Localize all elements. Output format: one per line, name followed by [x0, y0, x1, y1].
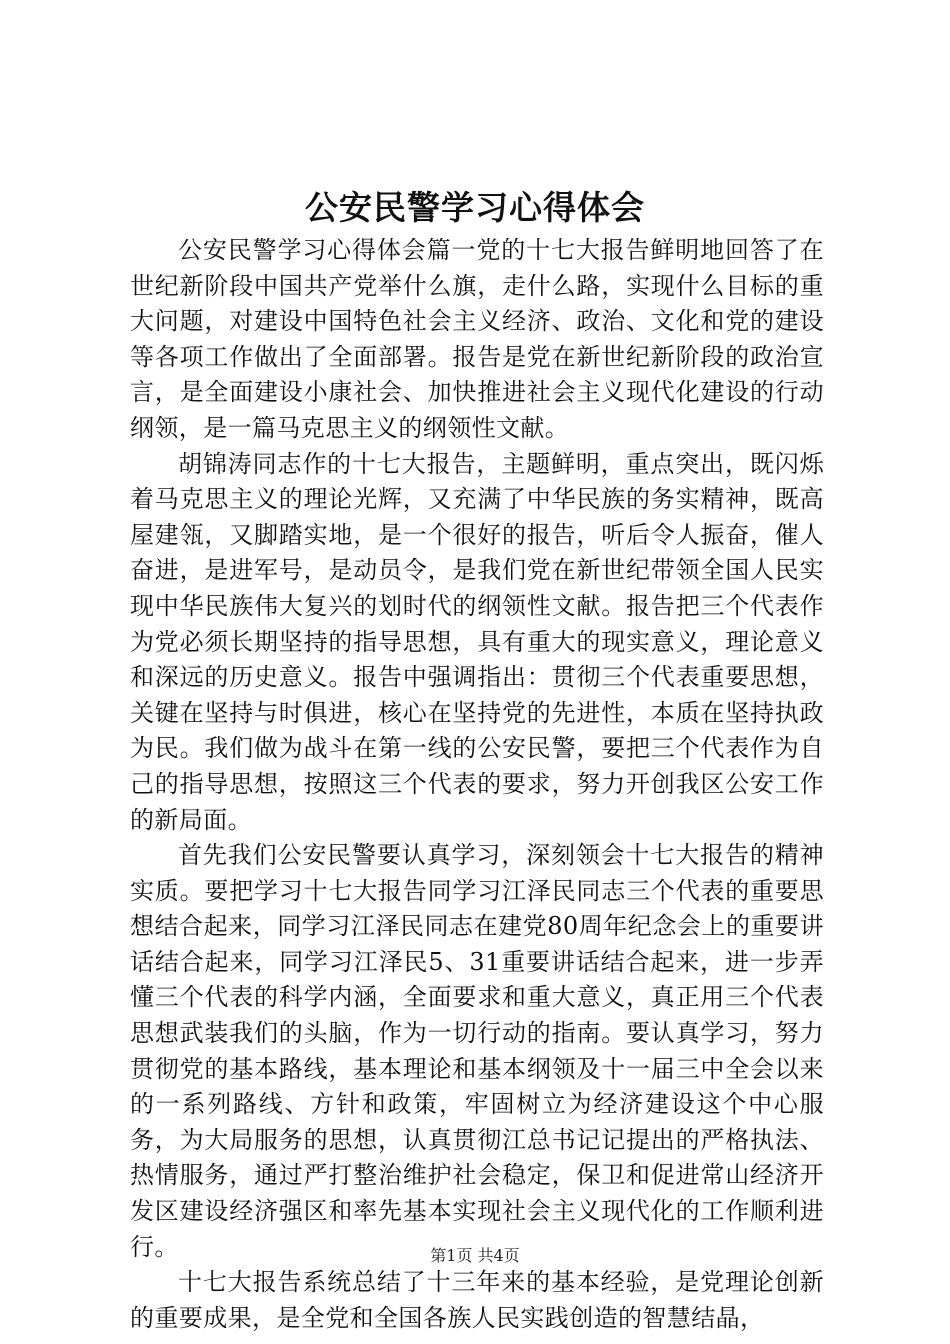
paragraph-4: 十七大报告系统总结了十三年来的基本经验，是党理论创新的重要成果，是全党和全国各族人民实践创造的智慧结晶，: [130, 1268, 824, 1332]
paragraph-3: 首先我们公安民警要认真学习，深刻领会十七大报告的精神实质。要把学习十七大报告同学习江泽民同志三个代表的重要思想结合起来，同学习江泽民同志在建党80周年纪念会上的重要讲话结合起来，同学习江泽民5、31重要讲话结合起来，进一步弄懂三个代表的科学内涵，全面要求和重大意义，真正用三个代表思想武装我们的头脑，作为一切行动的指南。要认真学习，努力贯彻党的基本路线，基本理论和基本纲领及十一届三中全会以来的一系列路线、方针和政策，牢固树立为经济建设这个中心服务，为大局服务的思想，认真贯彻江总书记记提出的严格执法、热情服务，通过严打整治维护社会稳定，保卫和促进常山经济开发区建设经济强区和率先基本实现社会主义现代化的工作顺利进行。: [130, 841, 824, 1261]
paragraph-1: 公安民警学习心得体会篇一党的十七大报告鲜明地回答了在世纪新阶段中国共产党举什么旗，走什么路，实现什么目标的重大问题，对建设中国特色社会主义经济、政治、文化和党的建设等各项工作做出了全面部署。报告是党在新世纪新阶段的政治宣言，是全面建设小康社会、加快推进社会主义现代化建设的行动纲领，是一篇马克思主义的纲领性文献。: [130, 236, 824, 442]
document-title: 公安民警学习心得体会: [305, 188, 645, 227]
page-footer: [0, 1244, 950, 1268]
document-body: [130, 233, 824, 1336]
paragraph-2: 胡锦涛同志作的十七大报告，主题鲜明，重点突出，既闪烁着马克思主义的理论光辉，又充满了中华民族的务实精神，既高屋建瓴，又脚踏实地，是一个很好的报告，听后令人振奋，催人奋进，是进军号，是动员令，是我们党在新世纪带领全国人民实现中华民族伟大复兴的划时代的纲领性文献。报告把三个代表作为党必须长期坚持的指导思想，具有重大的现实意义，理论意义和深远的历史意义。报告中强调指出：贯彻三个代表重要思想，关键在坚持与时俱进，核心在坚持党的先进性，本质在坚持执政为民。我们做为战斗在第一线的公安民警，要把三个代表作为自己的指导思想，按照这三个代表的要求，努力开创我区公安工作的新局面。: [130, 449, 824, 834]
page-number: 第1页 共4页: [430, 1246, 520, 1265]
